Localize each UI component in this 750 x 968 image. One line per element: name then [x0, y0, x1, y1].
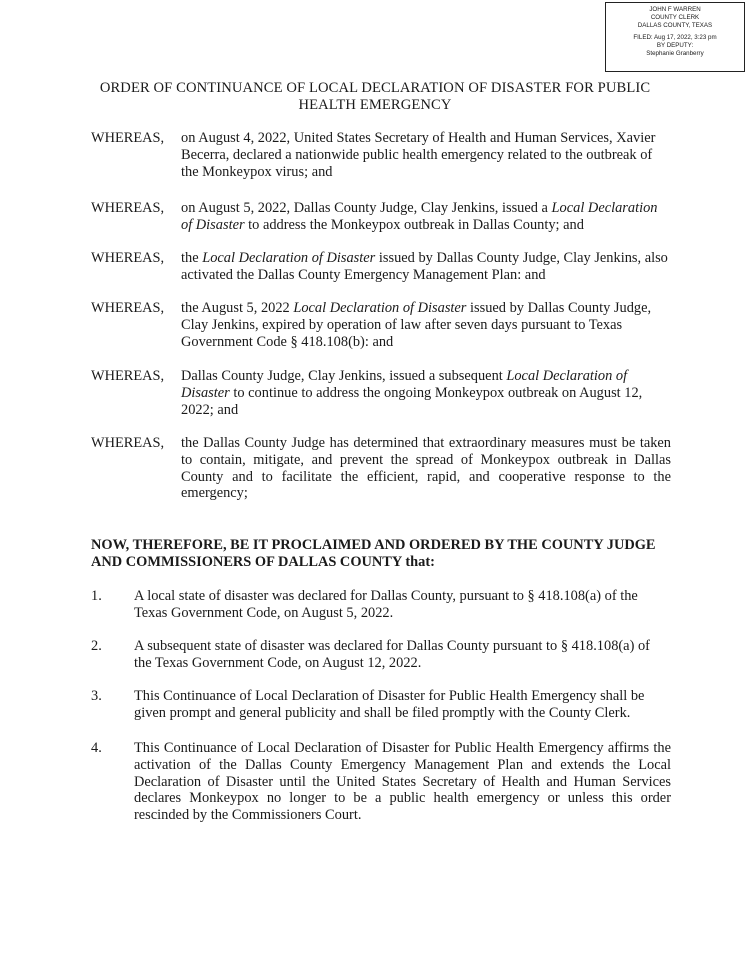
whereas-clause: [91, 435, 671, 502]
stamp-county: DALLAS COUNTY, TEXAS: [637, 22, 713, 30]
item-number: 1.: [91, 588, 102, 604]
stamp-deputy-name: Stephanie Granberry: [646, 50, 704, 58]
whereas-emphasis: Local Declaration of Disaster: [181, 200, 658, 233]
item-number: 3.: [91, 688, 102, 704]
order-item: [91, 740, 671, 824]
whereas-clause: [91, 250, 671, 284]
whereas-emphasis: Local Declaration of Disaster: [202, 250, 376, 266]
stamp-clerk-name: JOHN F WARREN: [649, 6, 701, 13]
whereas-label: WHEREAS,: [91, 200, 165, 216]
whereas-text: the Dallas County Judge has determined that extraordinary measures must be taken to contain, mitigate, and prevent the spread of Monkeypox outbreak in Dallas County and to facilitate the efficient, rapid, and cooperative response to the emergency;: [181, 435, 671, 502]
item-text: This Continuance of Local Declaration of Disaster for Public Health Emergency shall be given prompt and general publicity and shall be filed promptly with the County Clerk.: [134, 688, 645, 721]
stamp-deputy-label: BY DEPUTY:: [656, 41, 694, 49]
whereas-label: WHEREAS,: [91, 368, 165, 384]
whereas-text: on August 4, 2022, United States Secretary of Health and Human Services, Xavier Becerra, declared a nationwide public health emergency related to the outbreak of the Monkeypox virus; and: [181, 130, 656, 180]
document-title: [80, 80, 670, 114]
proclamation-heading: NOW, THEREFORE, BE IT PROCLAIMED AND ORDERED BY THE COUNTY JUDGE AND COMMISSIONERS OF DALLAS COUNTY that:: [91, 537, 656, 570]
whereas-clause: [91, 300, 671, 350]
whereas-text: Dallas County Judge, Clay Jenkins, issued a subsequent Local Declaration of Disaster to continue to address the ongoing Monkeypox outbreak on August 12, 2022; and: [181, 368, 643, 418]
title-line-1: ORDER OF CONTINUANCE OF LOCAL DECLARATION OF DISASTER FOR PUBLIC: [99, 80, 651, 96]
whereas-clause: [91, 130, 671, 180]
whereas-clause: [91, 368, 671, 418]
whereas-text: the Local Declaration of Disaster issued by Dallas County Judge, Clay Jenkins, also activated the Dallas County Emergency Management Plan: and: [181, 250, 668, 283]
whereas-emphasis: Local Declaration of Disaster: [181, 368, 628, 401]
whereas-label: WHEREAS,: [91, 435, 165, 451]
item-text: This Continuance of Local Declaration of Disaster for Public Health Emergency affirms the activation of the Dallas County Emergency Management Plan and extends the Local Declaration of Disaster until the United States Secretary of Health and Human Services declares Monkeypox no longer to be a public health emergency or unless this order rescinded by the Commissioners Court.: [134, 740, 671, 824]
whereas-label: WHEREAS,: [91, 300, 165, 316]
order-item: [91, 638, 671, 672]
title-line-2: HEALTH EMERGENCY: [298, 97, 452, 113]
filing-stamp: [605, 2, 745, 72]
whereas-text: the August 5, 2022 Local Declaration of Disaster issued by Dallas County Judge, Clay Jenkins, expired by operation of law after seven days pursuant to Texas Government Code § 418.108(b): and: [181, 300, 652, 350]
order-item: [91, 688, 671, 722]
whereas-label: WHEREAS,: [91, 130, 165, 146]
item-text: A subsequent state of disaster was declared for Dallas County pursuant to § 418.108(a) of the Texas Government Code, on August 12, 2022.: [134, 638, 650, 671]
stamp-filed-date: FILED: Aug 17, 2022, 3:23 pm: [633, 33, 717, 41]
order-item: [91, 588, 671, 622]
stamp-clerk-title: COUNTY CLERK: [650, 14, 700, 22]
item-number: 2.: [91, 638, 102, 654]
whereas-text: on August 5, 2022, Dallas County Judge, Clay Jenkins, issued a Local Declaration of Disaster to address the Monkeypox outbreak in Dallas County; and: [181, 200, 658, 233]
whereas-emphasis: Local Declaration of Disaster: [293, 300, 467, 316]
whereas-clause: [91, 200, 671, 234]
item-text: A local state of disaster was declared for Dallas County, pursuant to § 418.108(a) of the Texas Government Code, on August 5, 2022.: [134, 588, 638, 621]
item-number: 4.: [91, 740, 102, 756]
whereas-label: WHEREAS,: [91, 250, 165, 266]
